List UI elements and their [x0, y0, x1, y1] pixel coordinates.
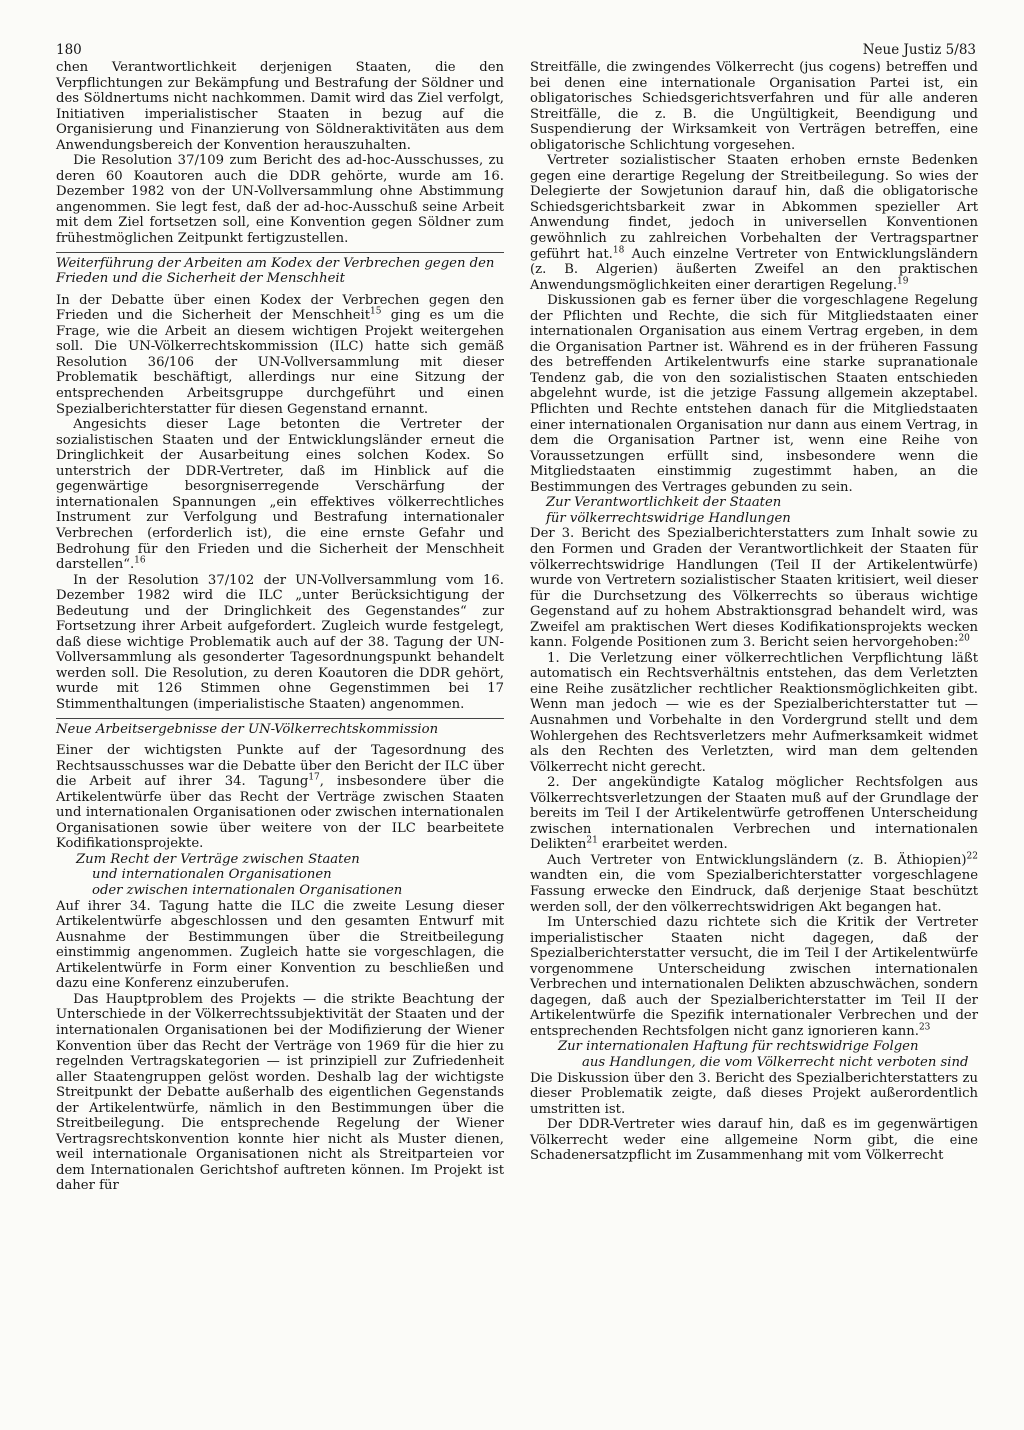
footnote-ref: 19: [897, 276, 909, 287]
paragraph: Auch Vertreter von Entwicklungsländern (z. B. Äthiopien)$^{22}$ wandten ein, die vom Spezialberichterstatter vorgeschlagene Fassung erwecke den Eindruck, daß derjenige Staat beschützt werden soll, der den völkerrechtswidrigen Akt begangen hat.: [530, 851, 978, 915]
paragraph: Die Resolution 37/109 zum Bericht des ad-hoc-Ausschusses, zu deren 60 Koautoren auch die DDR gehörte, wurde am 16. Dezember 1982 von der UN-Vollversammlung ohne Abstimmung angenommen. Sie legt fest, daß der ad-hoc-Ausschuß seine Arbeit mit dem Ziel fortsetzen soll, eine Konvention gegen Söldner zum frühestmöglichen Zeitpunkt fertigzustellen.: [56, 153, 504, 247]
paragraph: Der 3. Bericht des Spezialberichterstatters zum Inhalt sowie zu den Formen und Graden der Verantwortlichkeit der Staaten für völkerrechtswidrige Handlungen (Teil II der Artikelentwürfe) wurde von Vertretern sozialistischer Staaten kritisiert, weil dieser für die Durchsetzung des Völkerrechts so überaus wichtige Gegenstand auf zu hohem Abstraktionsgrad behandelt wird, was Zweifel am praktischen Wert dieses Kodifikationsprojekts wecken kann. Folgende Positionen zum 3. Bericht seien hervorgehoben:$^{20}$: [530, 526, 978, 651]
paragraph: chen Verantwortlichkeit derjenigen Staaten, die den Verpflichtungen zur Bekämpfung und Bestrafung der Söldner und des Söldnertums nicht nachkommen. Damit wird das Ziel verfolgt, Initiativen imperialistischer Staaten in bezug auf die Organisierung und Finanzierung von Söldneraktivitäten aus dem Anwendungsbereich der Konvention herauszuhalten.: [56, 60, 504, 153]
footnote-ref: 20: [958, 633, 970, 644]
footnote-ref: 17: [308, 772, 320, 783]
paragraph: Angesichts dieser Lage betonten die Vertreter der sozialistischen Staaten und der Entwicklungsländer erneut die Dringlichkeit der Ausarbeitung eines solchen Kodex. So unterstrich der DDR-Vertreter, daß im Hinblick auf die gegenwärtige besorgniserregende Verschärfung der internationalen Spannungen „ein effektives völkerrechtliches Instrument zur Verfolgung und Bestrafung internationaler Verbrechen (erforderlich ist), die eine ernste Gefahr und Bedrohung für den Frieden und die Sicherheit der Menschheit darstellen“.$^{16}$: [56, 417, 504, 573]
paragraph: Einer der wichtigsten Punkte auf der Tagesordnung des Rechtsausschusses war die Debatte über den Bericht der ILC über die Arbeit auf ihrer 34. Tagung$^{17}$, insbesondere über die Artikelentwürfe über das Recht der Verträge zwischen Staaten und internationalen Organisationen oder zwischen internationalen Organisationen sowie über weitere von der ILC bearbeitete Kodifikationsprojekte.: [56, 743, 504, 852]
footnote-ref: 15: [370, 306, 382, 317]
running-header: [56, 42, 976, 58]
paragraph: Auf ihrer 34. Tagung hatte die ILC die zweite Lesung dieser Artikelentwürfe abgeschlossen und den gesamten Entwurf mit Ausnahme der Bestimmungen über die Streitbeilegung einstimmig angenommen. Zugleich hatte sie vorgeschlagen, die Artikelentwürfe in Form einer Konvention zu beschließen und dazu eine Konferenz einzuberufen.: [56, 898, 504, 992]
subheading-vertraege: Zum Recht der Verträge zwischen Staaten und internationalen Organisationen oder zwischen internationalen Organisationen: [76, 851, 403, 899]
paragraph: Vertreter sozialistischer Staaten erhoben ernste Bedenken gegen eine derartige Regelung der Streitbeilegung. So wies der Delegierte der Sowjetunion darauf hin, daß die obligatorische Schiedsgerichtsbarkeit zwar in Abkommen spezieller Art Anwendung findet, jedoch in universellen Konventionen gewöhnlich zu zahlreichen Vorbehalten der Vertragspartner geführt hat.$^{18}$ Auch einzelne Vertreter von Entwicklungsländern (z. B. Algerien) äußerten Zweifel an den praktischen Anwendungsmöglichkeiten einer derartigen Regelung.$^{19}$: [530, 153, 978, 293]
subheading-verantwortlichkeit: Zur Verantwortlichkeit der Staaten für völkerrechtswidrige Handlungen: [546, 495, 791, 526]
paragraph: 1. Die Verletzung einer völkerrechtlichen Verpflichtung läßt automatisch ein Rechtsverhältnis entstehen, das dem Verletzten eine Reihe zusätzlicher rechtlicher Reaktionsmöglichkeiten gibt. Wenn man jedoch — wie es der Spezialberichterstatter tut — Ausnahmen und Vorbehalte in den Vordergrund stellt und dem Wohlergehen des Rechtsverletzers mehr Aufmerksamkeit widmet als den Rechten des Verletzten, wird man dem geltenden Völkerrecht nicht gerecht.: [530, 650, 978, 775]
footnote-ref: 22: [966, 851, 978, 862]
footnote-ref: 23: [918, 1022, 931, 1033]
paragraph: Im Unterschied dazu richtete sich die Kritik der Vertreter imperialistischer Staaten nicht dagegen, daß der Spezialberichterstatter versucht, die im Teil I der Artikelentwürfe vorgenommene Unterscheidung zwischen internationalen Verbrechen und internationalen Delikten abzuschwächen, sondern dagegen, daß auch der Spezialberichterstatter im Teil II der Artikelentwürfe die Spezifik internationaler Verbrechen und der entsprechenden Rechtsfolgen nicht ganz ignorieren kann.$^{23}$: [530, 915, 978, 1039]
footnote-ref: 21: [586, 835, 598, 846]
paragraph: In der Resolution 37/102 der UN-Vollversammlung vom 16. Dezember 1982 wird die ILC „unter Berücksichtigung der Bedeutung und der Dringlichkeit des Gegenstandes“ zur Fortsetzung ihrer Arbeit aufgefordert. Zugleich wurde festgelegt, daß diese wichtige Problematik auch auf der 38. Tagung der UN-Vollversammlung als gesonderter Tagesordnungspunkt behandelt werden soll. Die Resolution, zu deren Koautoren die DDR gehört, wurde mit 126 Stimmen ohne Gegenstimmen bei 17 Stimmenthaltungen (imperialistische Staaten) angenommen.: [56, 572, 504, 712]
paragraph: Der DDR-Vertreter wies darauf hin, daß es im gegenwärtigen Völkerrecht weder eine allgemeine Norm gibt, die eine Schadenersatzpflicht im Zusammenhang mit vom Völkerrecht: [530, 1117, 978, 1164]
footnote-ref: 18: [612, 245, 625, 256]
section-heading-kodex: Weiterführung der Arbeiten am Kodex der Verbrechen gegen den Frieden und die Sicherheit der Menschheit: [56, 255, 495, 287]
paragraph: 2. Der angekündigte Katalog möglicher Rechtsfolgen aus Völkerrechtsverletzungen der Staaten muß auf der Grundlage der bereits im Teil I der Artikelentwürfe getroffenen Unterscheidung zwischen internationalen Verbrechen und internationalen Delikten$^{21}$ erarbeitet werden.: [530, 775, 978, 853]
page-number: 180: [56, 42, 82, 58]
right-column: [530, 60, 978, 1164]
paragraph: Diskussionen gab es ferner über die vorgeschlagene Regelung der Pflichten und Rechte, die sich für Mitgliedstaaten einer internationalen Organisation aus einem Vertrag ergeben, in dem die Organisation Partner ist. Während es in der früheren Fassung des betreffenden Artikelentwurfs eine starke supranationale Tendenz gab, die von den sozialistischen Staaten entschieden abgelehnt wurde, ist die jetzige Fassung allgemein akzeptabel. Pflichten und Rechte entstehen danach für die Mitgliedstaaten einer internationalen Organisation nur dann aus einem Vertrag, in dem die Organisation Partner ist, wenn eine Reihe von Voraussetzungen erfüllt sind, insbesondere wenn die Mitgliedstaaten einstimmig zugestimmt haben, an die Bestimmungen des Vertrages gebunden zu sein.: [530, 293, 978, 495]
paragraph: Die Diskussion über den 3. Bericht des Spezialberichterstatters zu dieser Problematik zeigte, daß dieses Projekt außerordentlich umstritten ist.: [530, 1070, 978, 1117]
paragraph: In der Debatte über einen Kodex der Verbrechen gegen den Frieden und die Sicherheit der Menschheit$^{15}$ ging es um die Frage, wie die Arbeit an diesem wichtigen Projekt weitergehen soll. Die UN-Völkerrechtskommission (ILC) hatte sich gemäß Resolution 36/106 der UN-Vollversammlung mit dieser Problematik beschäftigt, allerdings nur eine Sitzung der entsprechenden Arbeitsgruppe durchgeführt und einen Spezialberichterstatter für diesen Gegenstand ernannt.: [56, 292, 504, 417]
subheading-haftung: Zur internationalen Haftung für rechtswidrige Folgen aus Handlungen, die vom Völkerrecht nicht verboten sind: [558, 1039, 969, 1070]
left-column: [56, 60, 504, 1194]
footnote-ref: 16: [134, 555, 146, 566]
paragraph: Streitfälle, die zwingendes Völkerrecht (jus cogens) betreffen und bei denen eine internationale Organisation Partei ist, ein obligatorisches Schiedsgerichtsverfahren und für alle anderen Streitfälle, die z. B. die Ungültigkeit, Beendigung und Suspendierung der Wirksamkeit von Verträgen betreffen, eine obligatorische Schlichtung vorgesehen.: [530, 60, 978, 153]
section-divider: [56, 718, 504, 719]
section-heading-ilc: Neue Arbeitsergebnisse der UN-Völkerrechtskommission: [56, 721, 439, 737]
journal-issue: Neue Justiz 5/83: [862, 42, 976, 58]
section-divider: [56, 252, 504, 253]
paragraph: Das Hauptproblem des Projekts — die strikte Beachtung der Unterschiede in der Völkerrechtssubjektivität der Staaten und der internationalen Organisationen bei der Modifizierung der Wiener Konvention über das Recht der Verträge von 1969 für die hier zu regelnden Vertragskategorien — ist prinzipiell zur Zufriedenheit aller Staatengruppen gelöst worden. Deshalb lag der wichtigste Streitpunkt der Debatte außerhalb des eigentlichen Gegenstands der Artikelentwürfe, nämlich in den Bestimmungen über die Streitbeilegung. Die entsprechende Regelung der Wiener Vertragsrechtskonvention konnte hier nicht als Muster dienen, weil internationale Organisationen nicht als Streitparteien vor dem Internationalen Gerichtshof auftreten können. Im Projekt ist daher für: [56, 991, 504, 1194]
